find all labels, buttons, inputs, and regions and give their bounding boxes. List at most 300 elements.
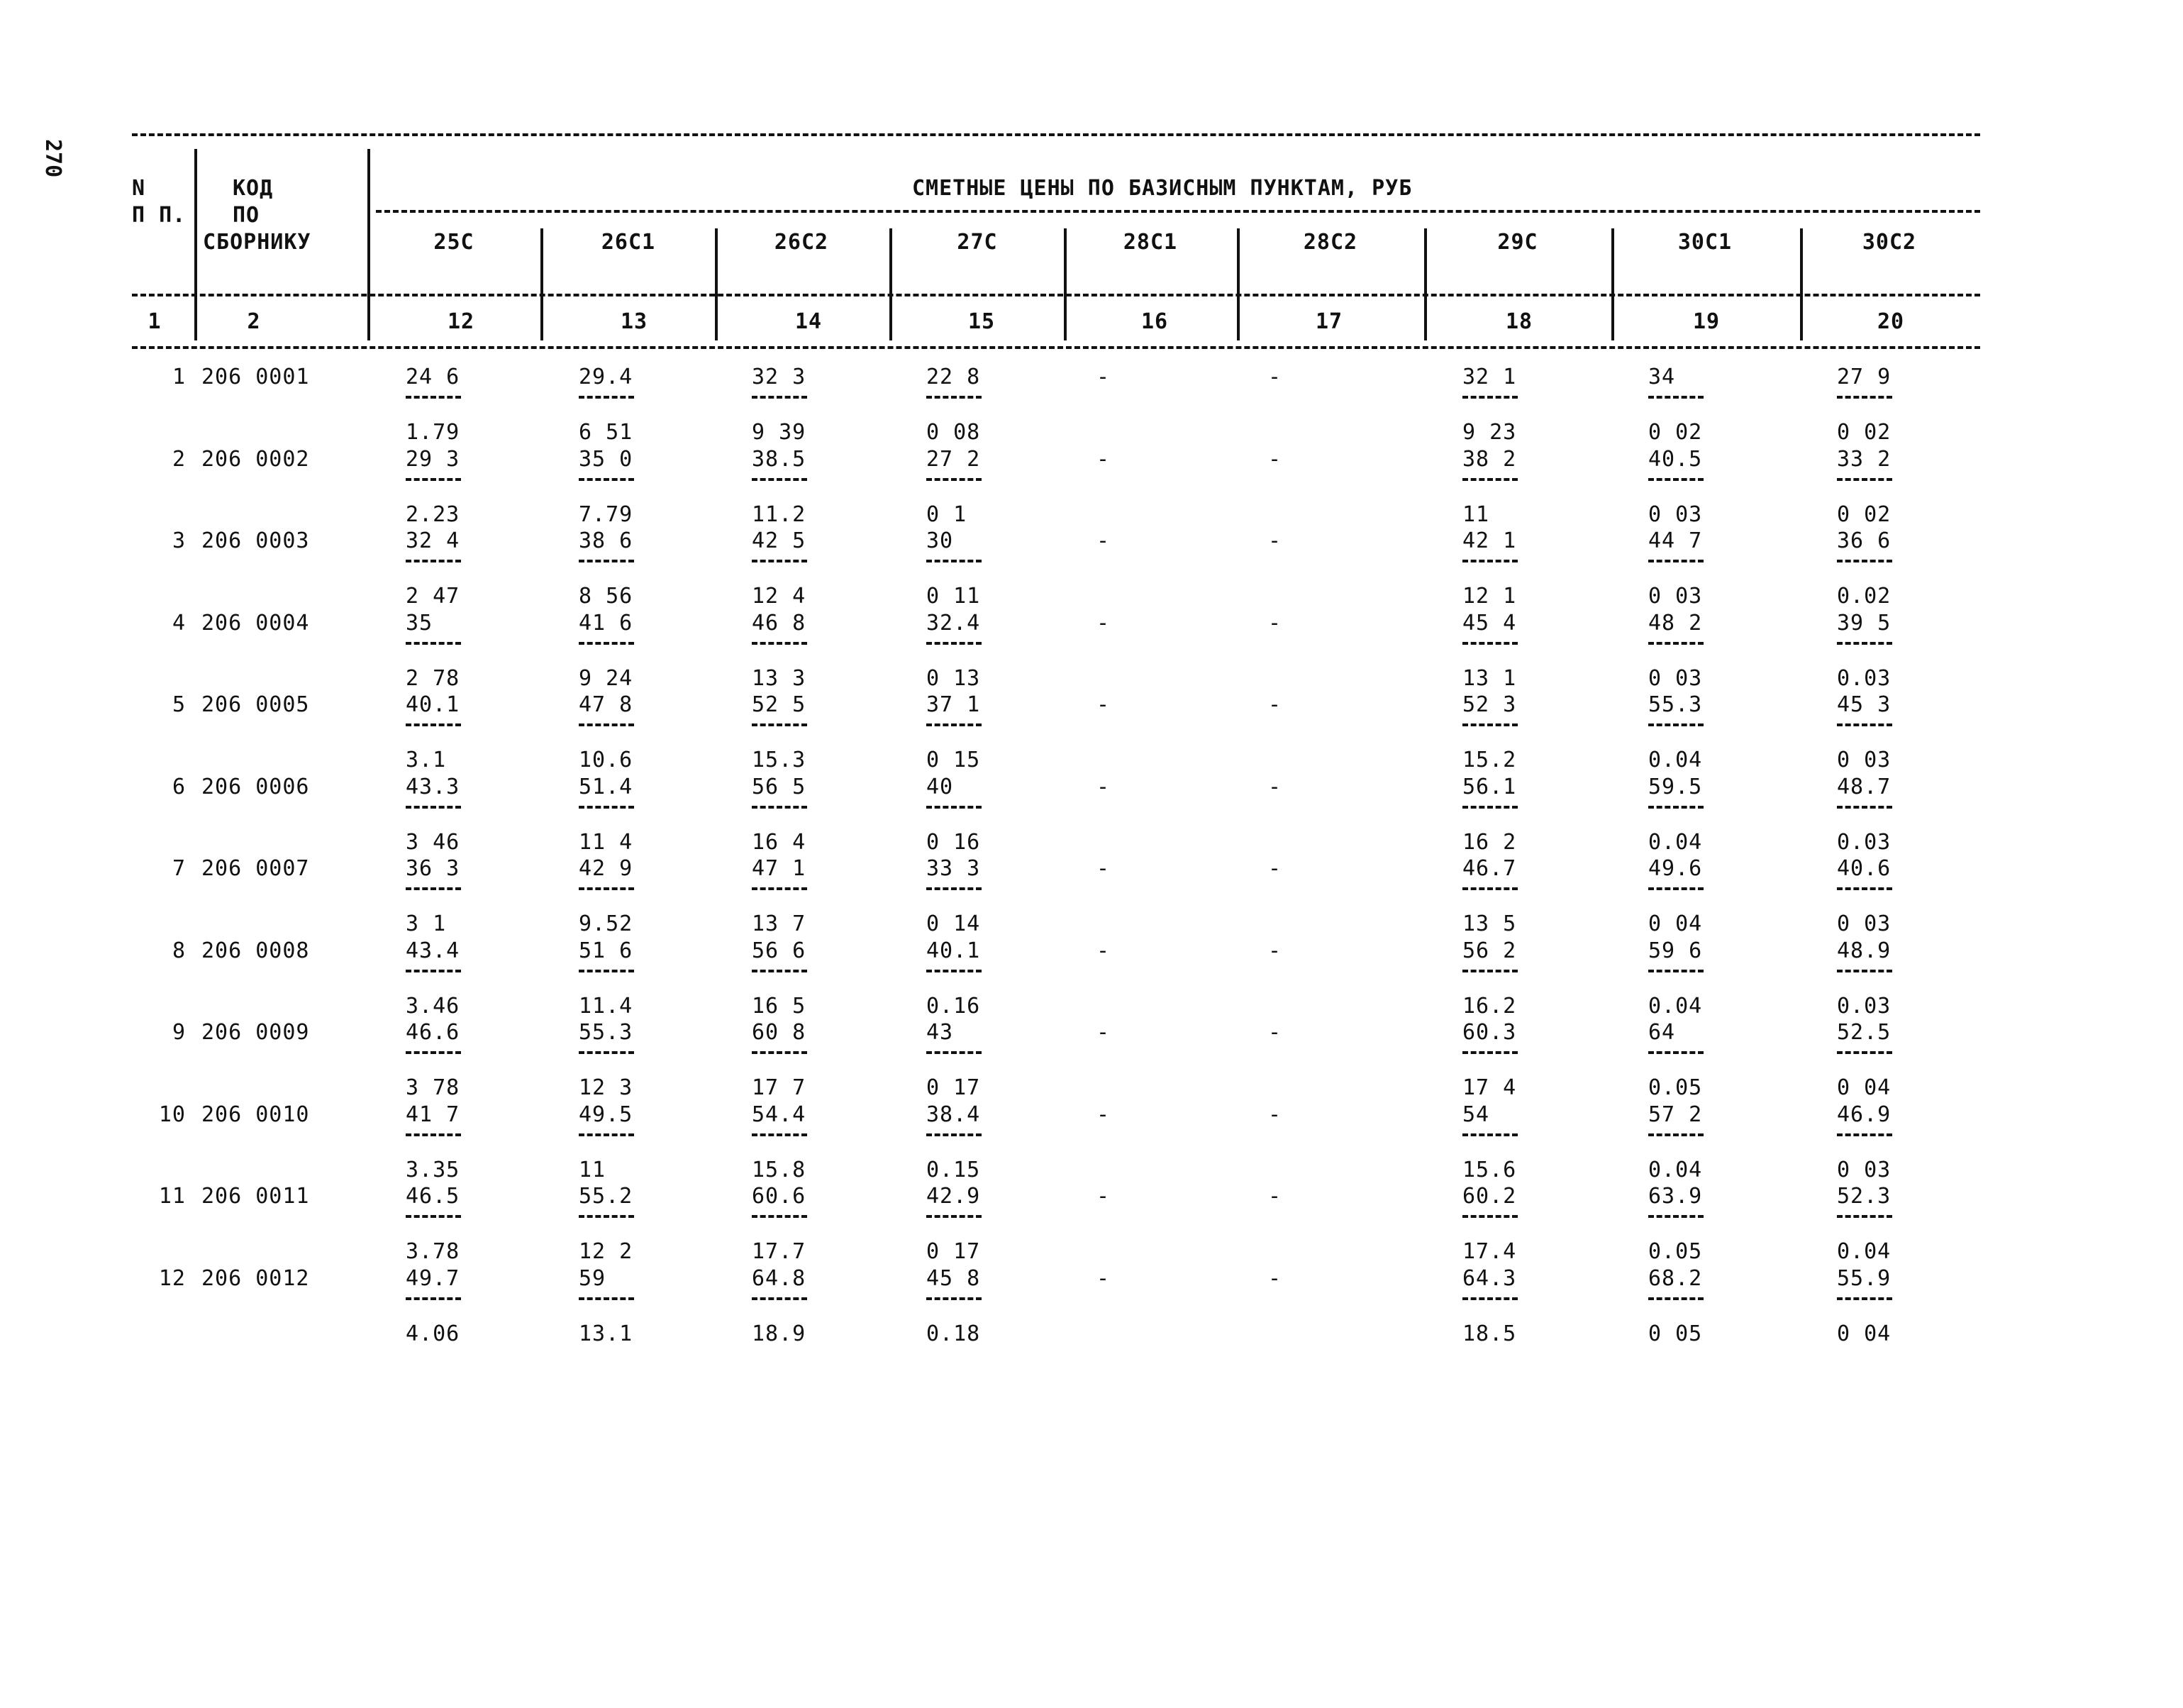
column-number: 13 [620,309,648,334]
price-value: - [1268,1184,1282,1209]
transport-value: 0 02 [1648,420,1703,445]
price-value: - [1096,1020,1111,1045]
price-value: 51.4 [579,775,633,799]
price-value: 45 8 [926,1266,981,1291]
transport-value: 0 03 [1648,584,1703,609]
row-code: 206 0010 [201,1102,310,1127]
price-value: 36 6 [1837,528,1892,553]
transport-value: 0 14 [926,911,981,936]
fraction-line [406,806,461,809]
price-value: 44 7 [1648,528,1703,553]
fraction-line [1837,970,1892,972]
price-value: - [1268,938,1282,963]
transport-value: 11.4 [579,994,633,1019]
price-value: 35 0 [579,447,633,472]
fraction-line [752,970,807,972]
price-value: 37 1 [926,692,981,717]
transport-value: 0 03 [1837,911,1892,936]
transport-value: 0.05 [1648,1239,1703,1264]
transport-value: 13 3 [752,666,806,691]
row-code: 206 0005 [201,692,310,717]
price-value: 55.2 [579,1184,633,1209]
fraction-line [752,396,807,399]
price-value: 63.9 [1648,1184,1703,1209]
price-value: 52.5 [1837,1020,1892,1045]
transport-value: 17 7 [752,1075,806,1100]
transport-value: 0 1 [926,502,967,527]
group-title-rule [376,210,1980,213]
fraction-line [1462,1133,1518,1136]
header-bottom-rule [132,294,1980,296]
price-value: - [1268,1020,1282,1045]
row-code: 206 0008 [201,938,310,963]
price-value: 59 [579,1266,606,1291]
row-number: 10 [158,1102,186,1127]
transport-value: 0.16 [926,994,981,1019]
fraction-line [1837,1133,1892,1136]
header-divider [889,228,892,340]
price-value: 27 2 [926,447,981,472]
header-divider [715,228,718,340]
fraction-line [752,560,807,562]
transport-value: 12 4 [752,584,806,609]
point-header-2: 26С2 [774,230,829,255]
row-number: 7 [172,856,186,881]
transport-value: 0 04 [1837,1321,1892,1346]
fraction-line [926,887,982,890]
price-value: 54 [1462,1102,1490,1127]
fraction-line [1462,1297,1518,1300]
price-value: 41 6 [579,611,633,636]
price-value: - [1096,856,1111,881]
price-value: - [1096,1184,1111,1209]
price-value: - [1096,1102,1111,1127]
fraction-line [406,642,461,645]
transport-value: 13 5 [1462,911,1517,936]
table-top-rule [132,133,1980,136]
transport-value: 0 03 [1648,666,1703,691]
fraction-line [1462,642,1518,645]
transport-value: 0 02 [1837,502,1892,527]
price-value: 52 5 [752,692,806,717]
row-number: 12 [158,1266,186,1291]
transport-value: 11 [1462,502,1490,527]
transport-value: 6 51 [579,420,633,445]
fraction-line [579,642,634,645]
fraction-line [752,1215,807,1218]
price-value: 57 2 [1648,1102,1703,1127]
transport-value: 16.2 [1462,994,1517,1019]
transport-value: 0.04 [1648,748,1703,772]
price-value: 38 2 [1462,447,1517,472]
transport-value: 16 2 [1462,830,1517,855]
price-value: - [1268,856,1282,881]
price-value: 38.5 [752,447,806,472]
header-divider [540,228,543,340]
price-value: 30 [926,528,954,553]
fraction-line [752,1297,807,1300]
transport-value: 13 7 [752,911,806,936]
fraction-line [1648,560,1704,562]
fraction-line [1648,887,1704,890]
transport-value: 0 03 [1648,502,1703,527]
fraction-line [1462,560,1518,562]
fraction-line [926,1133,982,1136]
transport-value: 4.06 [406,1321,460,1346]
transport-value: 13 1 [1462,666,1517,691]
point-header-3: 27С [957,230,998,255]
fraction-line [406,1133,461,1136]
transport-value: 0 03 [1837,748,1892,772]
header-code-sub2: СБОРНИКУ [203,230,311,255]
row-code: 206 0012 [201,1266,310,1291]
price-value: - [1268,365,1282,389]
fraction-line [752,723,807,726]
price-value: 56 5 [752,775,806,799]
fraction-line [1837,1297,1892,1300]
fraction-line [926,1215,982,1218]
transport-value: 12 2 [579,1239,633,1264]
price-value: 40.1 [406,692,460,717]
fraction-line [579,1215,634,1218]
transport-value: 18.5 [1462,1321,1517,1346]
price-value: - [1268,692,1282,717]
price-value: - [1268,1266,1282,1291]
fraction-line [406,970,461,972]
row-number: 1 [172,365,186,389]
price-value: 41 7 [406,1102,460,1127]
point-header-4: 28С1 [1123,230,1178,255]
price-value: 29 3 [406,447,460,472]
row-code: 206 0011 [201,1184,310,1209]
transport-value: 10.6 [579,748,633,772]
price-value: - [1096,692,1111,717]
fraction-line [752,642,807,645]
price-value: 56.1 [1462,775,1517,799]
fraction-line [579,478,634,481]
row-number: 11 [158,1184,186,1209]
price-value: 32 3 [752,365,806,389]
transport-value: 0 16 [926,830,981,855]
fraction-line [1648,1133,1704,1136]
header-divider [1424,228,1427,340]
row-number: 8 [172,938,186,963]
transport-value: 0.03 [1837,994,1892,1019]
fraction-line [1837,1051,1892,1054]
price-value: 64.8 [752,1266,806,1291]
price-value: 42 9 [579,856,633,881]
fraction-line [579,970,634,972]
row-code: 206 0002 [201,447,310,472]
transport-value: 0.15 [926,1158,981,1182]
fraction-line [1462,970,1518,972]
point-header-6: 29С [1497,230,1538,255]
transport-value: 15.2 [1462,748,1517,772]
price-value: 55.3 [1648,692,1703,717]
price-value: 49.7 [406,1266,460,1291]
fraction-line [1837,723,1892,726]
transport-value: 15.8 [752,1158,806,1182]
price-value: 56 6 [752,938,806,963]
column-number: 14 [794,309,823,334]
price-value: 32 1 [1462,365,1517,389]
transport-value: 12 3 [579,1075,633,1100]
fraction-line [752,1133,807,1136]
price-value: 52.3 [1837,1184,1892,1209]
price-value: 59.5 [1648,775,1703,799]
fraction-line [1837,806,1892,809]
transport-value: 15.3 [752,748,806,772]
fraction-line [579,1051,634,1054]
transport-value: 8 56 [579,584,633,609]
price-value: 48.9 [1837,938,1892,963]
transport-value: 0.05 [1648,1075,1703,1100]
fraction-line [1648,806,1704,809]
transport-value: 0 04 [1837,1075,1892,1100]
price-value: 60.3 [1462,1020,1517,1045]
price-value: 46.6 [406,1020,460,1045]
column-number: 18 [1505,309,1533,334]
transport-value: 0.02 [1837,584,1892,609]
price-value: 60.2 [1462,1184,1517,1209]
transport-value: 0.03 [1837,666,1892,691]
header-divider [1237,228,1240,340]
price-value: - [1268,528,1282,553]
row-number: 3 [172,528,186,553]
price-value: 49.5 [579,1102,633,1127]
point-header-1: 26С1 [601,230,656,255]
price-value: 47 8 [579,692,633,717]
price-value: 33 2 [1837,447,1892,472]
price-value: 48 2 [1648,611,1703,636]
fraction-line [1462,1215,1518,1218]
transport-value: 3 78 [406,1075,460,1100]
fraction-line [752,1051,807,1054]
column-number: 19 [1692,309,1721,334]
header-divider [367,149,370,340]
transport-value: 11.2 [752,502,806,527]
fraction-line [1462,478,1518,481]
transport-value: 0 13 [926,666,981,691]
fraction-line [926,396,982,399]
transport-value: 0.18 [926,1321,981,1346]
fraction-line [579,723,634,726]
price-value: - [1268,447,1282,472]
fraction-line [752,806,807,809]
transport-value: 11 [579,1158,606,1182]
transport-value: 0 04 [1648,911,1703,936]
transport-value: 3.46 [406,994,460,1019]
price-value: 46.7 [1462,856,1517,881]
price-value: 29.4 [579,365,633,389]
fraction-line [1648,642,1704,645]
fraction-line [1837,396,1892,399]
transport-value: 0.04 [1648,1158,1703,1182]
fraction-line [926,560,982,562]
fraction-line [752,478,807,481]
transport-value: 11 4 [579,830,633,855]
transport-value: 18.9 [752,1321,806,1346]
fraction-line [926,642,982,645]
row-code: 206 0007 [201,856,310,881]
row-code: 206 0003 [201,528,310,553]
header-divider [1800,228,1803,340]
fraction-line [579,806,634,809]
price-value: 55.9 [1837,1266,1892,1291]
price-value: 42 5 [752,528,806,553]
row-number: 2 [172,447,186,472]
point-header-0: 25С [433,230,474,255]
transport-value: 9.52 [579,911,633,936]
price-value: 39 5 [1837,611,1892,636]
column-number-rule [132,346,1980,349]
row-code: 206 0006 [201,775,310,799]
point-header-7: 30С1 [1677,230,1733,255]
price-value: 46.9 [1837,1102,1892,1127]
price-value: 35 [406,611,433,636]
price-value: 40.5 [1648,447,1703,472]
row-number: 4 [172,611,186,636]
column-number: 16 [1140,309,1169,334]
fraction-line [579,887,634,890]
column-number: 1 [148,309,162,334]
column-number: 2 [247,309,261,334]
price-value: 47 1 [752,856,806,881]
price-value: 48.7 [1837,775,1892,799]
transport-value: 16 5 [752,994,806,1019]
fraction-line [1648,396,1704,399]
fraction-line [406,560,461,562]
price-value: 42.9 [926,1184,981,1209]
price-value: 22 8 [926,365,981,389]
fraction-line [926,970,982,972]
transport-value: 0.04 [1837,1239,1892,1264]
fraction-line [1837,478,1892,481]
price-value: - [1096,775,1111,799]
fraction-line [406,1297,461,1300]
fraction-line [1462,396,1518,399]
price-value: 52 3 [1462,692,1517,717]
fraction-line [1837,1215,1892,1218]
transport-value: 0.04 [1648,994,1703,1019]
transport-value: 2 78 [406,666,460,691]
transport-value: 17.7 [752,1239,806,1264]
price-value: 59 6 [1648,938,1703,963]
fraction-line [926,723,982,726]
row-number: 9 [172,1020,186,1045]
row-number: 5 [172,692,186,717]
transport-value: 2.23 [406,502,460,527]
fraction-line [579,1133,634,1136]
fraction-line [1462,887,1518,890]
fraction-line [1648,1051,1704,1054]
transport-value: 3 46 [406,830,460,855]
price-value: 32 4 [406,528,460,553]
row-code: 206 0009 [201,1020,310,1045]
transport-value: 17 4 [1462,1075,1517,1100]
transport-value: 0 17 [926,1239,981,1264]
price-value: - [1096,447,1111,472]
price-value: 51 6 [579,938,633,963]
fraction-line [1648,1215,1704,1218]
fraction-line [1837,560,1892,562]
price-value: 64.3 [1462,1266,1517,1291]
page-number: 270 [40,139,65,178]
transport-value: 0 02 [1837,420,1892,445]
price-value: 36 3 [406,856,460,881]
fraction-line [1837,887,1892,890]
header-divider [1064,228,1067,340]
price-value: 40.6 [1837,856,1892,881]
header-n-sub: П П. [132,203,187,228]
price-value: 33 3 [926,856,981,881]
transport-value: 0 17 [926,1075,981,1100]
transport-value: 3 1 [406,911,447,936]
point-header-5: 28С2 [1303,230,1358,255]
column-number: 15 [967,309,996,334]
price-value: 43 [926,1020,954,1045]
transport-value: 0 05 [1648,1321,1703,1346]
column-number: 20 [1877,309,1905,334]
transport-value: 9 24 [579,666,633,691]
fraction-line [406,723,461,726]
fraction-line [406,478,461,481]
fraction-line [1648,723,1704,726]
price-value: 60 8 [752,1020,806,1045]
price-value: 24 6 [406,365,460,389]
fraction-line [926,806,982,809]
price-value: - [1268,775,1282,799]
column-number: 17 [1315,309,1343,334]
fraction-line [1462,806,1518,809]
fraction-line [406,1215,461,1218]
price-value: 60.6 [752,1184,806,1209]
transport-value: 15.6 [1462,1158,1517,1182]
price-value: - [1096,1266,1111,1291]
transport-value: 3.78 [406,1239,460,1264]
price-value: 46.5 [406,1184,460,1209]
fraction-line [752,887,807,890]
price-value: 64 [1648,1020,1676,1045]
price-value: 34 [1648,365,1676,389]
price-value: 27 9 [1837,365,1892,389]
fraction-line [926,1051,982,1054]
price-value: 45 4 [1462,611,1517,636]
fraction-line [406,1051,461,1054]
price-value: 40 [926,775,954,799]
price-value: 42 1 [1462,528,1517,553]
price-value: 45 3 [1837,692,1892,717]
header-divider [194,149,197,340]
price-value: 55.3 [579,1020,633,1045]
transport-value: 7.79 [579,502,633,527]
transport-value: 1.79 [406,420,460,445]
price-value: - [1096,938,1111,963]
price-value: - [1096,365,1111,389]
fraction-line [1462,723,1518,726]
transport-value: 0 11 [926,584,981,609]
price-value: 54.4 [752,1102,806,1127]
transport-value: 17.4 [1462,1239,1517,1264]
price-value: 68.2 [1648,1266,1703,1291]
price-value: 38 6 [579,528,633,553]
price-value: - [1096,528,1111,553]
fraction-line [579,396,634,399]
price-value: 40.1 [926,938,981,963]
fraction-line [1648,1297,1704,1300]
price-value: - [1096,611,1111,636]
row-code: 206 0004 [201,611,310,636]
